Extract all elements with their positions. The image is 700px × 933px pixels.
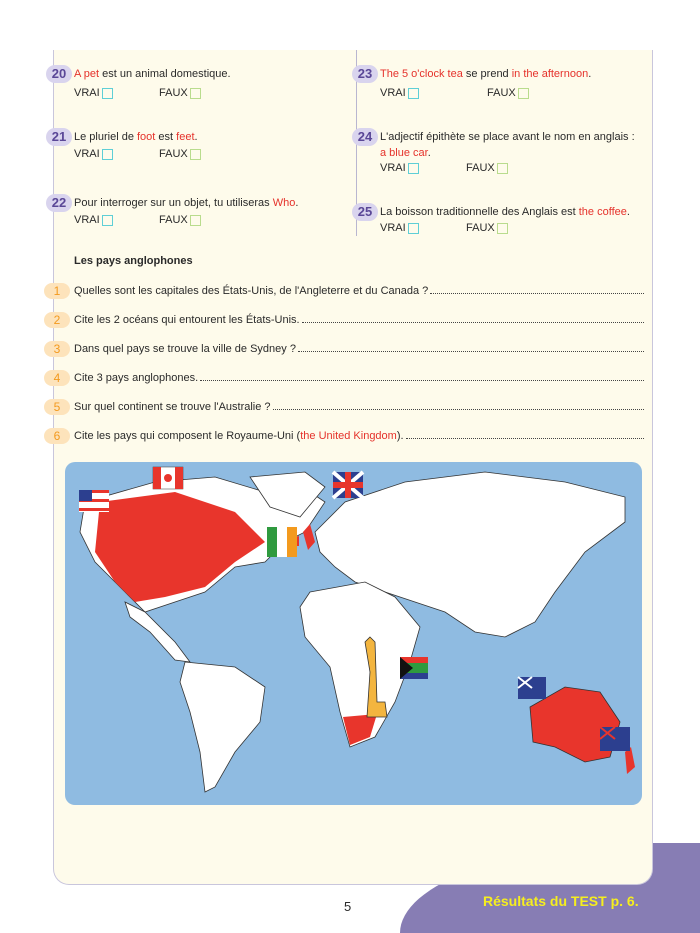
- question-text: L'adjectif épithète se place avant le nom en anglais :: [380, 131, 635, 143]
- faux-checkbox[interactable]: [497, 223, 508, 234]
- answer-line[interactable]: [273, 401, 644, 410]
- question-text: .: [626, 206, 630, 218]
- open-question-4: [44, 369, 644, 387]
- faux-checkbox[interactable]: [190, 215, 201, 226]
- question-prompt-end: ).: [396, 430, 404, 442]
- highlighted-text: a blue car: [380, 147, 428, 159]
- south-america: [180, 662, 265, 792]
- highlighted-text: the coffee: [578, 206, 627, 218]
- question-24: [357, 129, 635, 161]
- canada-flag-icon: [153, 467, 183, 489]
- vrai-label: VRAI: [380, 222, 406, 234]
- faux-label: FAUX: [159, 148, 188, 160]
- new-zealand-flag-icon: [600, 727, 630, 751]
- answer-line[interactable]: [298, 343, 644, 352]
- question-text: [74, 285, 428, 297]
- question-text: .: [588, 68, 592, 80]
- australia-flag-icon: [518, 677, 546, 699]
- question-text: est: [155, 131, 177, 143]
- question-text: se prend: [462, 68, 512, 80]
- faux-checkbox[interactable]: [518, 88, 529, 99]
- question-text: [74, 343, 296, 355]
- results-link[interactable]: Résultats du TEST p. 6.: [483, 893, 639, 909]
- question-text: [74, 430, 404, 442]
- faux-checkbox[interactable]: [190, 88, 201, 99]
- vrai-checkbox[interactable]: [408, 163, 419, 174]
- central-america: [125, 602, 190, 662]
- question-prompt: Dans quel pays se trouve la ville de Sydney ?: [74, 343, 296, 355]
- question-text: [74, 372, 198, 384]
- question-prompt: Cite les 2 océans qui entourent les États-Unis.: [74, 314, 300, 326]
- vrai-checkbox[interactable]: [102, 149, 113, 160]
- question-prompt: Cite 3 pays anglophones.: [74, 372, 199, 384]
- question-20: [51, 66, 231, 82]
- faux-label: FAUX: [466, 162, 495, 174]
- faux-option: [466, 162, 508, 174]
- question-text: Le pluriel de: [74, 131, 137, 143]
- highlighted-text: Who: [272, 197, 296, 209]
- world-map-illustration: [65, 462, 642, 805]
- vrai-label: VRAI: [380, 162, 406, 174]
- faux-option: [487, 87, 529, 99]
- vrai-option: [380, 87, 419, 99]
- open-question-5: [44, 398, 644, 416]
- vrai-option: [380, 222, 419, 234]
- faux-option: [159, 87, 201, 99]
- highlighted-text: in the afternoon: [511, 68, 589, 80]
- faux-label: FAUX: [466, 222, 495, 234]
- question-number-badge: 24: [352, 128, 378, 146]
- faux-option: [159, 148, 201, 160]
- question-number-badge: 6: [44, 428, 70, 444]
- highlighted-text: The 5 o'clock tea: [380, 68, 463, 80]
- highlighted-text: feet: [176, 131, 195, 143]
- highlighted-text: the United Kingdom: [300, 430, 397, 442]
- open-question-6: [44, 427, 644, 445]
- vrai-checkbox[interactable]: [102, 215, 113, 226]
- question-25: [357, 204, 630, 220]
- question-21: [51, 129, 198, 145]
- question-number-badge: 23: [352, 65, 378, 83]
- question-prompt: Sur quel continent se trouve l'Australie ?: [74, 401, 271, 413]
- open-question-3: [44, 340, 644, 358]
- question-number-badge: 2: [44, 312, 70, 328]
- vrai-label: VRAI: [74, 214, 100, 226]
- vrai-option: [74, 148, 113, 160]
- question-text: La boisson traditionnelle des Anglais est: [380, 206, 579, 218]
- question-number-badge: 25: [352, 203, 378, 221]
- question-number-badge: 22: [46, 194, 72, 212]
- question-23: [357, 66, 592, 82]
- vrai-checkbox[interactable]: [408, 88, 419, 99]
- question-text: [74, 401, 271, 413]
- answer-line[interactable]: [302, 314, 644, 323]
- question-number-badge: 3: [44, 341, 70, 357]
- faux-checkbox[interactable]: [497, 163, 508, 174]
- question-prompt: Cite les pays qui composent le Royaume-Uni (: [74, 430, 301, 442]
- highlighted-text: A pet: [74, 68, 100, 80]
- faux-option: [466, 222, 508, 234]
- question-text: Pour interroger sur un objet, tu utiliseras: [74, 197, 273, 209]
- vrai-option: [74, 87, 113, 99]
- question-number-badge: 5: [44, 399, 70, 415]
- vrai-option: [74, 214, 113, 226]
- vrai-checkbox[interactable]: [408, 223, 419, 234]
- question-number-badge: 20: [46, 65, 72, 83]
- page-number: 5: [344, 899, 352, 914]
- answer-line[interactable]: [200, 372, 644, 381]
- faux-label: FAUX: [487, 87, 516, 99]
- vrai-label: VRAI: [74, 148, 100, 160]
- question-number-badge: 4: [44, 370, 70, 386]
- question-22: [51, 195, 299, 211]
- usa-flag-icon: [79, 490, 109, 512]
- question-text: est un animal domestique.: [99, 68, 231, 80]
- highlighted-text: foot: [137, 131, 156, 143]
- vrai-label: VRAI: [74, 87, 100, 99]
- section-title: Les pays anglophones: [74, 255, 193, 267]
- vrai-checkbox[interactable]: [102, 88, 113, 99]
- open-question-2: [44, 311, 644, 329]
- new-zealand: [625, 747, 635, 774]
- question-text: .: [194, 131, 198, 143]
- answer-line[interactable]: [430, 285, 644, 294]
- question-text: [74, 314, 300, 326]
- question-text: .: [295, 197, 299, 209]
- question-number-badge: 1: [44, 283, 70, 299]
- faux-label: FAUX: [159, 87, 188, 99]
- question-number-badge: 21: [46, 128, 72, 146]
- faux-option: [159, 214, 201, 226]
- south-africa-flag-icon: [400, 657, 428, 679]
- question-prompt: Quelles sont les capitales des États-Unis, de l'Angleterre et du Canada ?: [74, 285, 429, 297]
- vrai-option: [380, 162, 419, 174]
- vrai-label: VRAI: [380, 87, 406, 99]
- question-text: .: [427, 147, 431, 159]
- faux-label: FAUX: [159, 214, 188, 226]
- answer-line[interactable]: [406, 430, 644, 439]
- faux-checkbox[interactable]: [190, 149, 201, 160]
- uk-flag-icon: [333, 472, 363, 498]
- ireland-flag-icon: [267, 527, 297, 557]
- open-question-1: [44, 282, 644, 300]
